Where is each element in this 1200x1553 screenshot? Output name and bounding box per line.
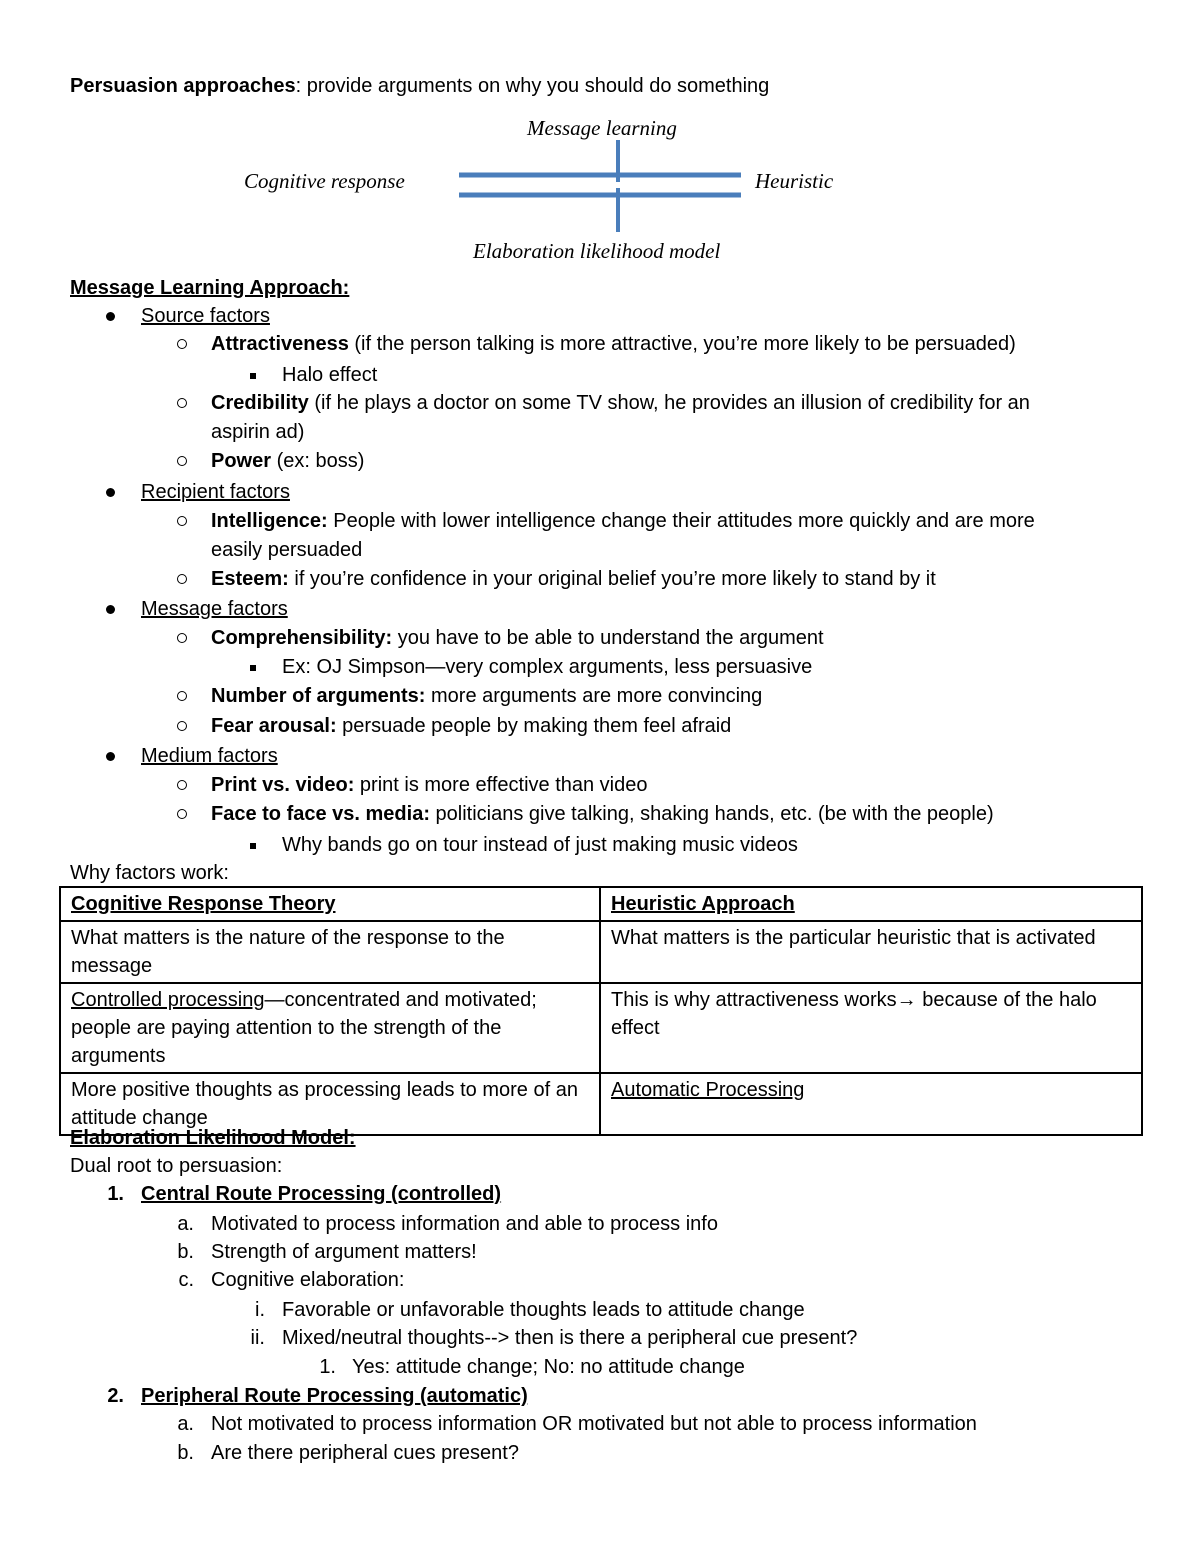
fear-arousal-item [211, 714, 731, 738]
list-letter: b. [177, 1241, 194, 1263]
credibility-item [211, 391, 1030, 415]
diagram-bottom-label: Elaboration likelihood model [473, 239, 721, 263]
disc-bullet-icon [98, 480, 122, 503]
circle-bullet-icon [170, 332, 194, 355]
table-row [60, 983, 1142, 1073]
mla-heading: Message Learning Approach: [70, 277, 350, 299]
why-factors-work: Why factors work: [70, 862, 229, 884]
halo-effect-item: Halo effect [282, 364, 378, 386]
intelligence-item [211, 509, 1035, 533]
fear-arousal-desc: persuade people by making them feel afraid [336, 715, 732, 737]
circle-bullet-icon [170, 626, 194, 649]
circle-bullet-icon [170, 567, 194, 590]
power-desc: (ex: boss) [271, 450, 365, 472]
halo-effect-reason: because of the halo effect [611, 989, 1097, 1039]
number-of-arguments-desc: more arguments are more convincing [425, 685, 763, 707]
disc-bullet-icon [98, 597, 122, 620]
recipient-factors-label: Recipient factors [141, 481, 290, 503]
list-letter: c. [178, 1269, 194, 1291]
square-bullet-icon [241, 832, 265, 855]
circle-bullet-icon [170, 509, 194, 532]
peripheral-item-b: Are there peripheral cues present? [211, 1442, 519, 1464]
intelligence-term: Intelligence: [211, 510, 328, 532]
controlled-processing-desc: —concentrated and motivated; people are paying attention to the strength of the arguments [71, 989, 537, 1067]
credibility-desc: (if he plays a doctor on some TV show, he provides an illusion of credibility for an [308, 392, 1030, 414]
central-item-c-ii: Mixed/neutral thoughts--> then is there a peripheral cue present? [282, 1327, 858, 1349]
bands-tour-item: Why bands go on tour instead of just making music videos [282, 834, 798, 856]
number-of-arguments-item [211, 684, 762, 708]
title-bold: Persuasion approaches [70, 75, 296, 97]
circle-bullet-icon [170, 449, 194, 472]
list-roman: ii. [250, 1327, 265, 1349]
attractiveness-desc: (if the person talking is more attractive, you’re more likely to be persuaded) [348, 333, 1016, 355]
source-factors-label: Source factors [141, 305, 270, 327]
central-item-c: Cognitive elaboration: [211, 1269, 405, 1291]
table-row [60, 887, 1142, 921]
table-cell: What matters is the nature of the response to the message [60, 921, 600, 983]
central-item-c-ii-1: Yes: attitude change; No: no attitude change [352, 1356, 745, 1378]
circle-bullet-icon [170, 684, 194, 707]
power-item [211, 449, 364, 473]
intelligence-desc-cont: easily persuaded [211, 539, 363, 561]
table-header-cell [60, 887, 600, 921]
circle-bullet-icon [170, 802, 194, 825]
automatic-processing-term: Automatic Processing [611, 1079, 805, 1101]
list-letter: a. [177, 1413, 194, 1435]
diagram-axes [455, 138, 745, 238]
intelligence-desc: People with lower intelligence change their attitudes more quickly and are more [327, 510, 1035, 532]
face-to-face-term: Face to face vs. media: [211, 803, 430, 825]
esteem-desc: if you’re confidence in your original belief you’re more likely to stand by it [288, 568, 936, 590]
print-vs-video-item [211, 773, 648, 797]
central-route-label: Central Route Processing (controlled) [141, 1183, 502, 1205]
table-cell [60, 983, 600, 1073]
diagram-left-label: Cognitive response [244, 169, 405, 193]
table-cell: What matters is the particular heuristic that is activated [600, 921, 1142, 983]
disc-bullet-icon [98, 744, 122, 767]
number-of-arguments-term: Number of arguments: [211, 685, 426, 707]
central-item-b: Strength of argument matters! [211, 1241, 477, 1263]
list-number: 1. [319, 1356, 336, 1378]
face-to-face-item [211, 802, 994, 826]
diagram-right-label: Heuristic [755, 169, 834, 193]
square-bullet-icon [241, 654, 265, 677]
credibility-term: Credibility [211, 392, 309, 414]
peripheral-item-a: Not motivated to process information OR motivated but not able to process information [211, 1413, 977, 1435]
heuristic-approach-heading: Heuristic Approach [611, 893, 795, 915]
dual-root-text: Dual root to persuasion: [70, 1155, 283, 1177]
table-header-cell [600, 887, 1142, 921]
list-roman: i. [255, 1299, 265, 1321]
cognitive-response-theory-heading: Cognitive Response Theory [71, 893, 336, 915]
attractiveness-term: Attractiveness [211, 333, 349, 355]
central-item-c-i: Favorable or unfavorable thoughts leads to attitude change [282, 1299, 805, 1321]
table-cell: More positive thoughts as processing leads to more of an attitude change [60, 1073, 600, 1135]
comprehensibility-item [211, 626, 824, 650]
central-item-a: Motivated to process information and able to process info [211, 1213, 718, 1235]
comprehensibility-desc: you have to be able to understand the argument [392, 627, 824, 649]
diagram-top-label: Message learning [527, 116, 677, 140]
face-to-face-desc: politicians give talking, shaking hands, etc. (be with the people) [429, 803, 994, 825]
fear-arousal-term: Fear arousal: [211, 715, 337, 737]
power-term: Power [211, 450, 272, 472]
table-row [60, 921, 1142, 983]
list-number: 1. [107, 1183, 124, 1205]
elm-heading: Elaboration Likelihood Model: [70, 1127, 356, 1149]
attractiveness-item [211, 332, 1016, 356]
oj-simpson-example: Ex: OJ Simpson—very complex arguments, less persuasive [282, 656, 813, 678]
page-title [70, 74, 769, 98]
esteem-item [211, 567, 936, 591]
list-number: 2. [107, 1385, 124, 1407]
circle-bullet-icon [170, 714, 194, 737]
print-vs-video-term: Print vs. video: [211, 774, 355, 796]
attractiveness-works-text: This is why attractiveness works [611, 989, 897, 1011]
esteem-term: Esteem: [211, 568, 289, 590]
list-letter: b. [177, 1442, 194, 1464]
table-cell [600, 1073, 1142, 1135]
disc-bullet-icon [98, 304, 122, 327]
circle-bullet-icon [170, 773, 194, 796]
factors-comparison-table [59, 886, 1143, 1136]
comprehensibility-term: Comprehensibility: [211, 627, 393, 649]
print-vs-video-desc: print is more effective than video [354, 774, 648, 796]
square-bullet-icon [241, 362, 265, 385]
right-arrow-icon: → [896, 989, 917, 1011]
message-factors-label: Message factors [141, 598, 288, 620]
table-cell [600, 983, 1142, 1073]
medium-factors-label: Medium factors [141, 745, 278, 767]
list-letter: a. [177, 1213, 194, 1235]
credibility-desc-cont: aspirin ad) [211, 421, 305, 443]
peripheral-route-label: Peripheral Route Processing (automatic) [141, 1385, 528, 1407]
title-rest: : provide arguments on why you should do something [295, 75, 770, 97]
circle-bullet-icon [170, 391, 194, 414]
controlled-processing-term: Controlled processing [71, 989, 265, 1011]
